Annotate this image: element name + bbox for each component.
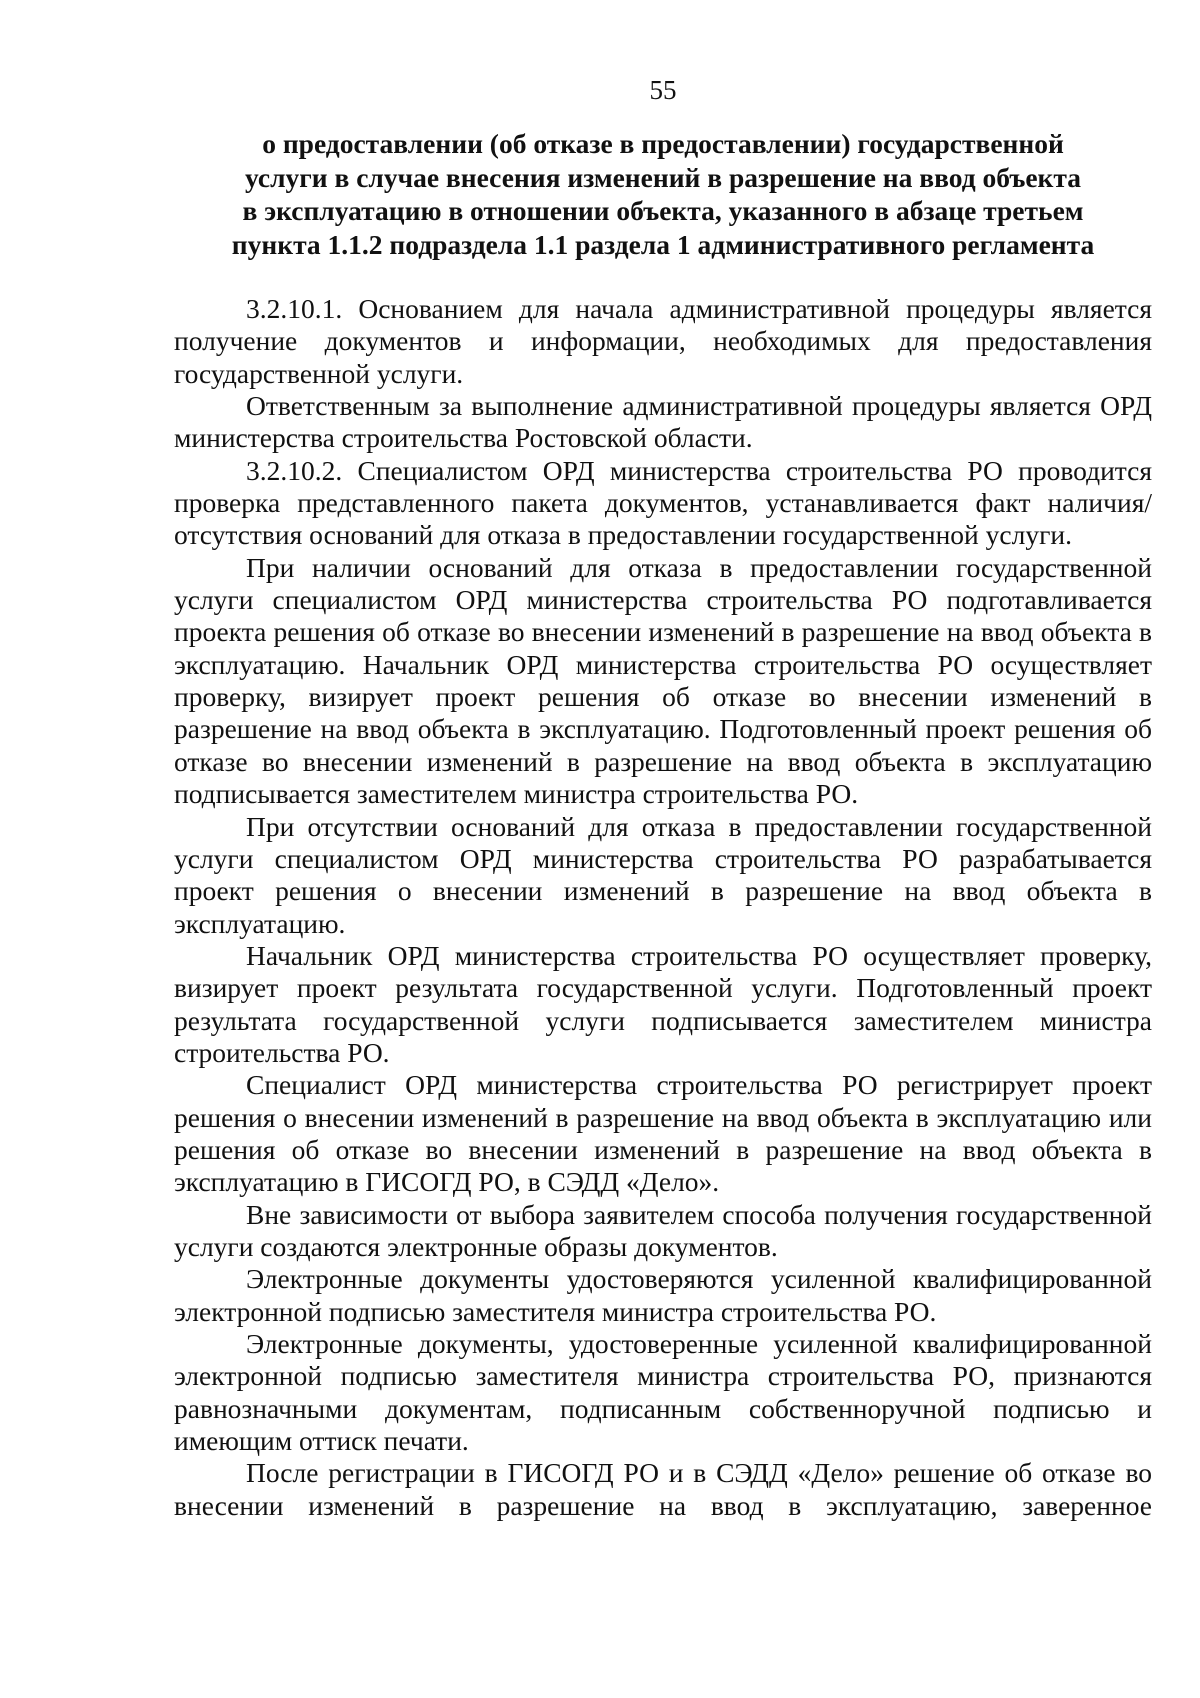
heading-line: в эксплуатацию в отношении объекта, указанного в абзаце третьем [242,195,1084,226]
paragraph: Вне зависимости от выбора заявителем способа получения государственной услуги создаются электронные образы документов. [174,1198,1152,1262]
paragraph: При отсутствии оснований для отказа в предоставлении государственной услуги специалистом ОРД министерства строительства РО разрабатывается проект решения о внесении изменений в разрешение на ввод объекта в эксплуатацию. [174,810,1152,939]
paragraph: Электронные документы удостоверяются усиленной квалифицированной электронной подписью заместителя министра строительства РО. [174,1263,1152,1327]
paragraph: 3.2.10.1. Основанием для начала административной процедуры является получение документов и информации, необходимых для предоставления государственной услуги. [174,293,1152,389]
paragraph: Начальник ОРД министерства строительства РО осуществляет проверку, визирует проект результата государственной услуги. Подготовленный проект результата государственной услуги подписывается заместителем министра строительства РО. [174,939,1152,1068]
heading-line: услуги в случае внесения изменений в разрешение на ввод объекта [244,161,1081,193]
paragraph: Специалист ОРД министерства строительства РО регистрирует проект решения о внесении изменений в разрешение на ввод объекта в эксплуатацию или решения об отказе во внесении изменений в разрешение на ввод объекта в эксплуатацию в ГИСОГД РО, в СЭДД «Дело». [174,1069,1152,1198]
document-body [174,293,1152,1522]
paragraph: Электронные документы, удостоверенные усиленной квалифицированной электронной подписью заместителя министра строительства РО, признаются равнозначными документам, подписанным собственноручной подписью и имеющим оттиск печати. [174,1328,1152,1457]
heading-line: о предоставлении (об отказе в предоставлении) государственной [262,128,1064,159]
page-number: 55 [649,75,677,105]
heading-line: пункта 1.1.2 подраздела 1.1 раздела 1 административного регламента [231,228,1095,260]
paragraph: 3.2.10.2. Специалистом ОРД министерства строительства РО проводится проверка представленного пакета документов, устанавливается факт наличия/отсутствия оснований для отказа в предоставлении государственной услуги. [174,454,1152,551]
paragraph: При наличии оснований для отказа в предоставлении государственной услуги специалистом ОРД министерства строительства РО подготавливается проекта решения об отказе во внесении изменений в разрешение на ввод объекта в эксплуатацию. Начальник ОРД министерства строительства РО осуществляет проверку, визирует проект решения об отказе во внесении изменений в разрешение на ввод объекта в эксплуатацию. Подготовленный проект решения об отказе во внесении изменений в разрешение на ввод объекта в эксплуатацию подписывается заместителем министра строительства РО. [174,551,1152,810]
paragraph: После регистрации в ГИСОГД РО и в СЭДД «Дело» решение об отказе во внесении изменений в разрешение на ввод в эксплуатацию, заверенное [174,1457,1152,1521]
paragraph: Ответственным за выполнение административной процедуры является ОРД министерства строительства Ростовской области. [174,390,1152,454]
section-heading [174,127,1152,261]
